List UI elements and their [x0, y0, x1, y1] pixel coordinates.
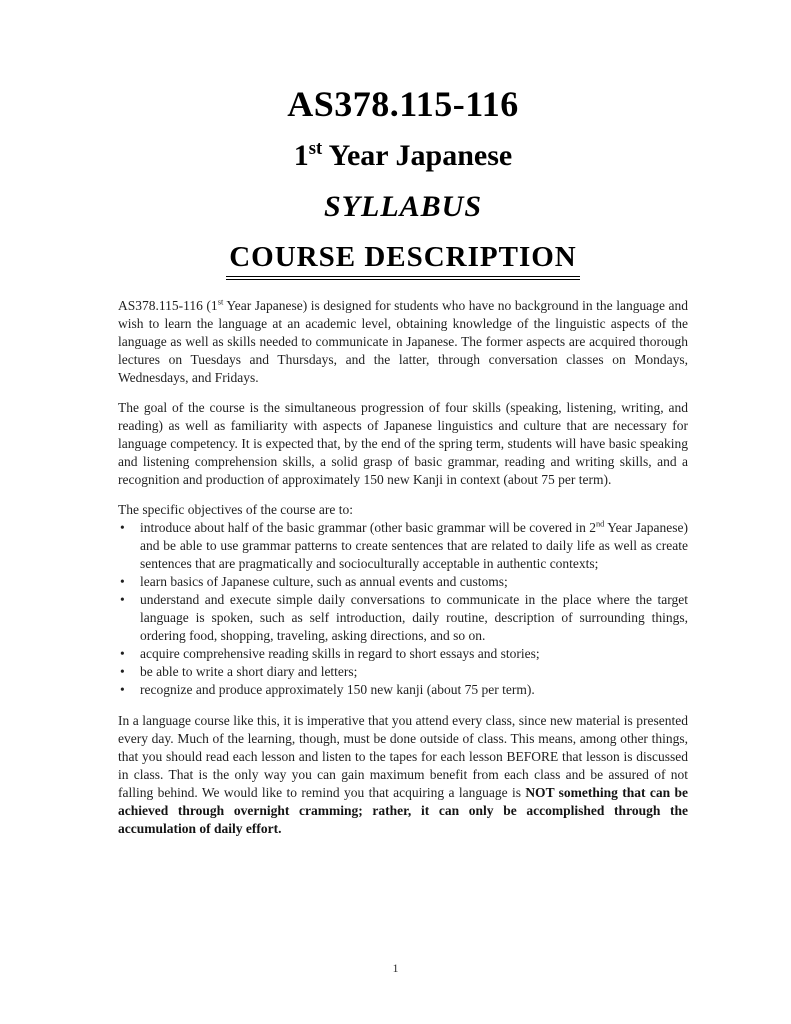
document-body [118, 297, 688, 838]
page-number: 1 [392, 961, 399, 975]
objective-text: be able to write a short diary and letters; [140, 664, 358, 680]
bullet-marker: • [120, 592, 125, 608]
objective-item [118, 645, 688, 663]
page-footer [0, 961, 791, 976]
objective-text: recognize and produce approximately 150 new kanji (about 75 per term). [140, 682, 535, 698]
bullet-marker: • [120, 646, 125, 662]
objective-item [118, 663, 688, 681]
objective-text: learn basics of Japanese culture, such as annual events and customs; [140, 574, 508, 590]
objective-item [118, 519, 688, 573]
objective-text: introduce about half of the basic grammar (other basic grammar will be covered in 2nd Year Japanese) and be able to use grammar patterns to create sentences that are related to daily life as well as create sentences that are pragmatically and socioculturally acceptable in authentic contexts; [140, 519, 688, 572]
bullet-marker: • [120, 574, 125, 590]
paragraph-course-goal: The goal of the course is the simultaneous progression of four skills (speaking, listening, writing, and reading) as well as familiarity with aspects of Japanese linguistics and culture that are necessary for language competency. It is expected that, by the end of the spring term, students will have basic speaking and listening comprehension skills, a solid grasp of basic grammar, reading and writing skills, and a recognition and production of approximately 150 new Kanji in context (about 75 per term). [118, 400, 688, 488]
bullet-marker: • [120, 664, 125, 680]
doc-type-heading: SYLLABUS [323, 190, 483, 224]
objective-item [118, 591, 688, 645]
bullet-marker: • [120, 682, 125, 698]
objective-item [118, 681, 688, 699]
section-heading-text: COURSE DESCRIPTION [226, 240, 580, 280]
bullet-marker: • [120, 520, 125, 536]
objective-text: understand and execute simple daily conversations to communicate in the place where the target language is spoken, such as self introduction, daily routine, description of surrounding things, ordering food, shopping, traveling, asking directions, and so on. [140, 592, 688, 644]
section-heading-course-description [118, 240, 688, 280]
course-title-heading: 1st Year Japanese [293, 138, 513, 173]
objective-text: acquire comprehensive reading skills in regard to short essays and stories; [140, 646, 540, 662]
objectives-intro-line: The specific objectives of the course are to: [118, 502, 354, 518]
paragraph-course-intro: AS378.115-116 (1st Year Japanese) is designed for students who have no background in the language and wish to learn the language at an academic level, obtaining knowledge of the linguistic aspects of the language as well as skills needed to communicate in Japanese. The former aspects are acquired thorough lectures on Tuesdays and Thursdays, and the latter, through conversation classes on Mondays, Wednesdays, and Fridays. [118, 297, 689, 386]
objective-item [118, 573, 688, 591]
objectives-list [118, 519, 688, 699]
document-header [118, 84, 688, 280]
paragraph-attendance: In a language course like this, it is imperative that you attend every class, since new material is presented every day. Much of the learning, though, must be done outside of class. This means, among other things, that you should read each lesson and listen to the tapes for each lesson BEFORE that lesson is discussed in class. That is the only way you can gain maximum benefit from each class and be assured of not falling behind. We would like to remind you that acquiring a language is NOT something that can be achieved through overnight cramming; rather, it can only be accomplished through the accumulation of daily effort. [118, 713, 688, 837]
course-code-heading: AS378.115-116 [287, 84, 519, 124]
